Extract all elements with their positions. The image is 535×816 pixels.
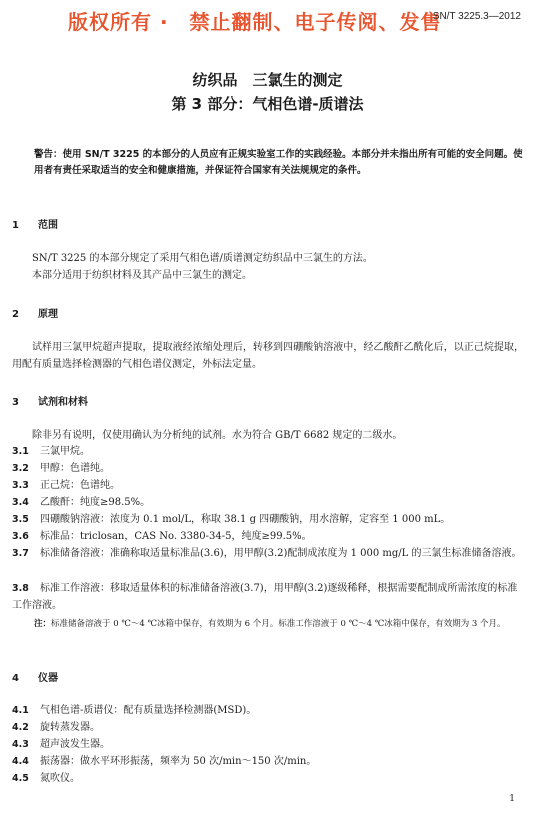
- paragraph: SN/T 3225 的本部分规定了采用气相色谱/质谱测定纺织品中三氯生的方法。: [32, 253, 373, 264]
- copyright-watermark: 版权所有 · 禁止翻制、电子传阅、发售: [68, 10, 442, 34]
- section-title: 试剂和材料: [38, 397, 88, 408]
- warning-block: [34, 147, 524, 179]
- section-title: 仪器: [38, 673, 58, 684]
- list-item: 4.4 振荡器：做水平环形振荡，频率为 50 次/min～150 次/min。: [12, 756, 317, 767]
- note-label: 注：: [34, 619, 52, 629]
- list-item: 4.1 气相色谱-质谱仪：配有质量选择检测器(MSD)。: [12, 705, 257, 716]
- list-item: 4.3 超声波发生器。: [12, 739, 110, 750]
- note-text: 标准储备溶液于 0 ℃～4 ℃冰箱中保存，有效期为 6 个月。标准工作溶液于 0 ℃～4 ℃冰箱中保存，有效期为 3 个月。: [51, 619, 506, 629]
- paragraph: 本部分适用于纺织材料及其产品中三氯生的测定。: [32, 270, 252, 281]
- paragraph: 除非另有说明，仅使用确认为分析纯的试剂。水为符合 GB/T 6682 规定的二级水。: [32, 430, 403, 441]
- section-heading-principle: [12, 305, 58, 320]
- section-number: 1: [12, 220, 19, 231]
- list-item: 3.4 乙酸酐：纯度≥98.5%。: [12, 497, 151, 508]
- section-title: 原理: [38, 309, 58, 320]
- standard-code: SN/T 3225.3—2012: [432, 11, 521, 22]
- list-item: 3.1 三氯甲烷。: [12, 446, 90, 457]
- section-number: 3: [12, 397, 19, 408]
- section-number: 4: [12, 673, 19, 684]
- warning-text: 使用 SN/T 3225 的本部分的人员应有正规实验室工作的实践经验。本部分并未指出所有可能的安全问题。使用者有责任采取适当的安全和健康措施，并保证符合国家有关法规规定的条件。: [34, 149, 523, 176]
- list-item: 3.3 正己烷：色谱纯。: [12, 480, 120, 491]
- section-heading-reagents: [12, 393, 88, 408]
- list-item: 3.8 标准工作溶液：移取适量体积的标准储备溶液(3.7)，用甲醇(3.2)逐级稀释，根据需要配制成所需浓度的标准工作溶液。: [12, 583, 518, 611]
- list-item: 3.2 甲醇：色谱纯。: [12, 463, 110, 474]
- section-number: 2: [12, 309, 19, 320]
- list-item: 3.5 四硼酸钠溶液：浓度为 0.1 mol/L，称取 38.1 g 四硼酸钠，用水溶解，定容至 1 000 mL。: [12, 514, 451, 525]
- section-heading-scope: [12, 216, 58, 231]
- page-number: 1: [509, 794, 515, 804]
- paragraph: 试样用三氯甲烷超声提取，提取液经浓缩处理后，转移到四硼酸钠溶液中，经乙酸酐乙酰化后，以正己烷提取，用配有质量选择检测器的气相色谱仪测定，外标法定量。: [12, 342, 524, 370]
- list-item: 3.6 标准品：triclosan，CAS No. 3380-34-5，纯度≥99.5%。: [12, 531, 312, 542]
- list-item: 4.5 氮吹仪。: [12, 773, 80, 784]
- list-item: 3.7 标准储备溶液：准确称取适量标准品(3.6)，用甲醇(3.2)配制成浓度为 1 000 mg/L 的三氯生标准储备溶液。: [12, 548, 522, 559]
- section-title: 范围: [38, 220, 58, 231]
- section-heading-apparatus: [12, 669, 58, 684]
- warning-label: 警告：: [34, 149, 63, 160]
- note: [34, 616, 524, 632]
- document-title: 纺织品 三氯生的测定: [192, 71, 343, 89]
- list-item: 4.2 旋转蒸发器。: [12, 722, 100, 733]
- document-subtitle: 第 3 部分：气相色谱-质谱法: [171, 95, 364, 113]
